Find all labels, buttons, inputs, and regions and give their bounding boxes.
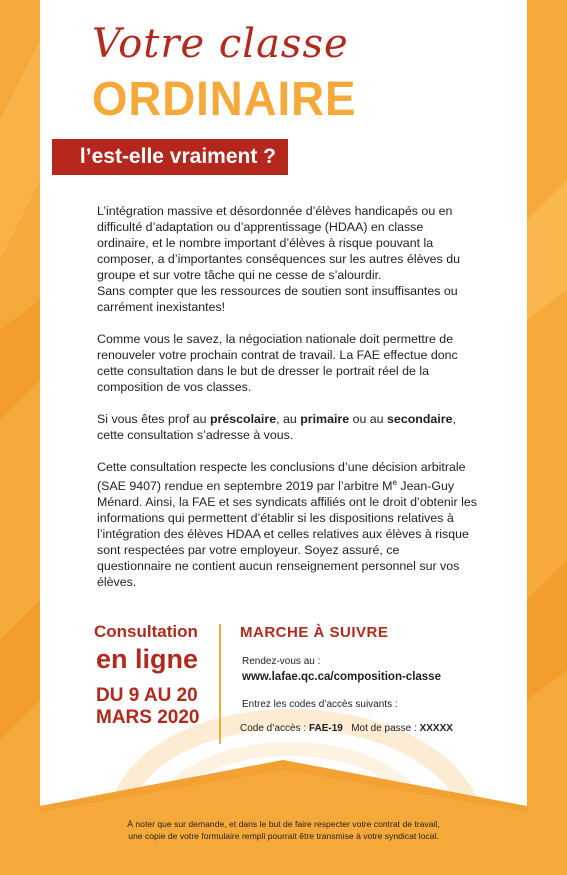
consultation-url-link[interactable]: www.lafae.qc.ca/composition-classe [242,671,441,683]
date-range-line1: DU 9 AU 20 [96,685,198,706]
vertical-divider [219,624,221,744]
paragraph-arbitration: Cette consultation respecte les conclusions d’une décision arbitrale (SAE 9407) rendue en septembre 2019 par l’arbitre Me Jean-Guy Ménard. Ainsi, la FAE et ses syndicats affiliés ont le droit d’obtenir les informations qui permettent d’établir si les dispositions relatives à l’intégration des élèves HDAA et celles relatives aux élèves à risque sont respectées par votre employeur. Soyez assuré, ce questionnaire ne contient aucun renseignement personnel sur vos élèves. [97,460,477,590]
step-codes-label: Entrez les codes d’accès suivants : [242,699,398,710]
paragraph-integration: L’intégration massive et désordonnée d’élèves handicapés ou en difficulté d’adaptation ou d’apprentissage (HDAA) en classe ordinaire, et le nombre important d’élèves à risque pouvant la composer, a d’importantes conséquences sur les autres élèves du groupe et sur votre tâche qui ne cesse de s’alourdir. Sans compter que les ressources de soutien sont insuffisantes ou carrément inexistantes! [97,204,460,314]
access-code: FAE-19 [308,723,343,734]
step-visit-label: Rendez-vous au : [242,656,321,667]
title-script: Votre classe [92,21,349,67]
paragraph-audience: Si vous êtes prof au préscolaire, au primaire ou au secondaire, cette consultation s’adresse à vous. [97,412,456,442]
password: XXXXX [419,723,453,734]
footnote: À noter que sur demande, et dans le but de faire respecter votre contrat de travail, une copie de votre formulaire rempli pourrait être transmise à votre syndicat local. [127,819,440,841]
title-main: ORDINAIRE [92,73,357,126]
body-text [97,203,477,606]
online-label: en ligne [96,644,199,674]
steps-title: MARCHE À SUIVRE [240,624,389,641]
access-codes: Code d’accès : FAE-19 Mot de passe : XXXXX [240,723,453,734]
date-range-line2: MARS 2020 [96,707,200,728]
consultation-label: Consultation [94,622,198,641]
paragraph-negotiation: Comme vous le savez, la négociation nationale doit permettre de renouveler votre prochain contrat de travail. La FAE effectue donc cette consultation dans le but de dresser le portrait réel de la composition de vos classes. [97,332,458,394]
subtitle-banner: l’est-elle vraiment ? [52,139,288,175]
